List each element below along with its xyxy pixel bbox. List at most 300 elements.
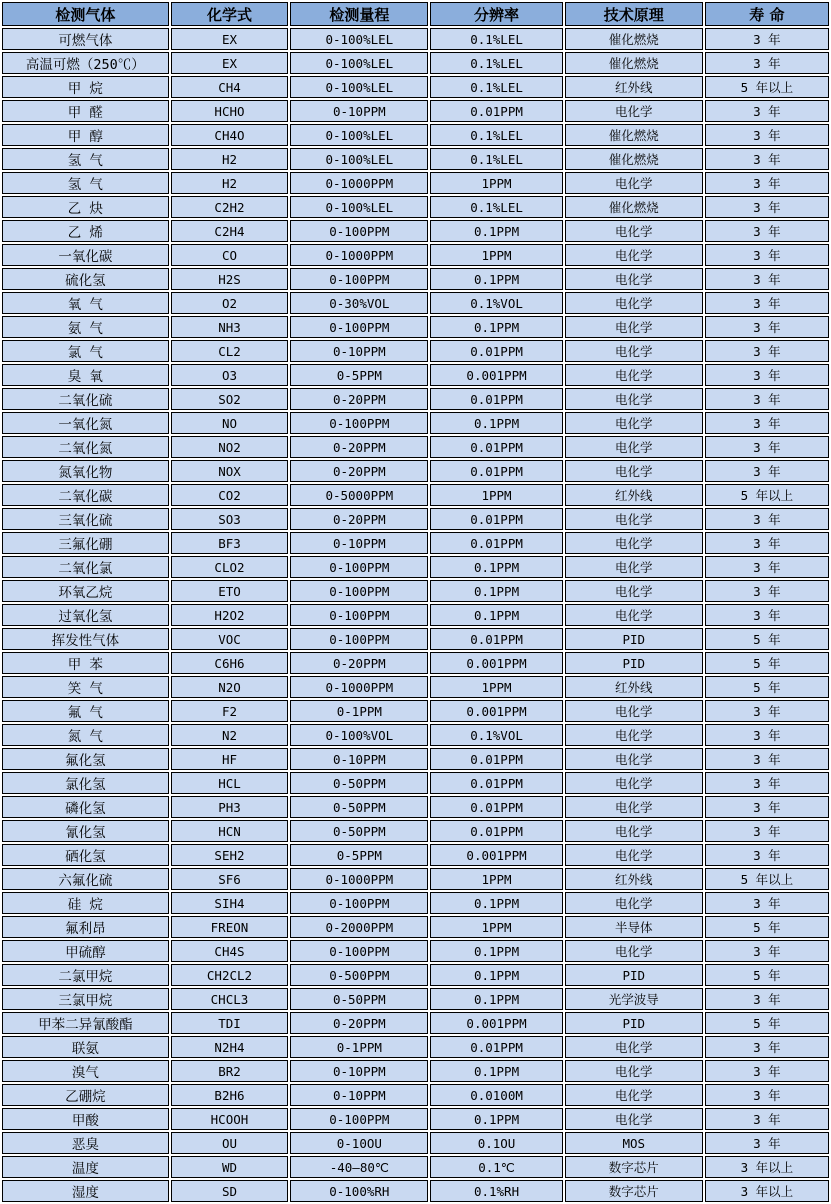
- cell-principle: 红外线: [565, 484, 703, 506]
- cell-principle: 电化学: [565, 604, 703, 626]
- cell-lifespan: 3 年: [705, 1084, 829, 1106]
- cell-gas: 氰化氢: [2, 820, 169, 842]
- cell-lifespan: 3 年: [705, 532, 829, 554]
- cell-formula: SEH2: [171, 844, 289, 866]
- table-row: [2, 964, 829, 986]
- header-row: [2, 2, 829, 26]
- cell-resolution: 1PPM: [430, 484, 562, 506]
- cell-lifespan: 3 年: [705, 892, 829, 914]
- cell-range: 0-10PPM: [290, 100, 428, 122]
- cell-lifespan: 3 年以上: [705, 1156, 829, 1178]
- cell-lifespan: 3 年: [705, 244, 829, 266]
- column-header-resolution: 分辨率: [430, 2, 562, 26]
- cell-resolution: 0.01PPM: [430, 772, 562, 794]
- cell-principle: 电化学: [565, 436, 703, 458]
- table-row: [2, 340, 829, 362]
- cell-resolution: 0.1%LEL: [430, 124, 562, 146]
- table-row: [2, 388, 829, 410]
- cell-formula: HCN: [171, 820, 289, 842]
- cell-range: 0-10PPM: [290, 1060, 428, 1082]
- cell-resolution: 0.1PPM: [430, 892, 562, 914]
- cell-range: 0-100PPM: [290, 1108, 428, 1130]
- cell-lifespan: 3 年: [705, 820, 829, 842]
- cell-lifespan: 5 年: [705, 676, 829, 698]
- cell-lifespan: 3 年: [705, 1036, 829, 1058]
- column-header-principle: 技术原理: [565, 2, 703, 26]
- cell-formula: CL2: [171, 340, 289, 362]
- cell-lifespan: 3 年: [705, 220, 829, 242]
- cell-range: 0-20PPM: [290, 508, 428, 530]
- cell-range: 0-1000PPM: [290, 172, 428, 194]
- cell-resolution: 1PPM: [430, 916, 562, 938]
- cell-lifespan: 5 年以上: [705, 76, 829, 98]
- cell-lifespan: 3 年: [705, 724, 829, 746]
- cell-resolution: 0.1PPM: [430, 964, 562, 986]
- cell-range: 0-20PPM: [290, 460, 428, 482]
- cell-principle: 电化学: [565, 844, 703, 866]
- table-row: [2, 316, 829, 338]
- cell-resolution: 0.1PPM: [430, 1108, 562, 1130]
- table-row: [2, 772, 829, 794]
- cell-range: 0-100PPM: [290, 316, 428, 338]
- cell-lifespan: 3 年: [705, 388, 829, 410]
- cell-range: 0-100PPM: [290, 628, 428, 650]
- cell-resolution: 0.01PPM: [430, 796, 562, 818]
- cell-gas: 氢 气: [2, 172, 169, 194]
- cell-gas: 乙硼烷: [2, 1084, 169, 1106]
- cell-resolution: 0.01PPM: [430, 532, 562, 554]
- cell-gas: 一氧化氮: [2, 412, 169, 434]
- table-row: [2, 508, 829, 530]
- cell-gas: 溴气: [2, 1060, 169, 1082]
- cell-gas: 高温可燃（250℃）: [2, 52, 169, 74]
- cell-lifespan: 3 年: [705, 172, 829, 194]
- cell-range: 0-100PPM: [290, 892, 428, 914]
- cell-resolution: 0.1PPM: [430, 988, 562, 1010]
- cell-formula: N2O: [171, 676, 289, 698]
- cell-gas: 笑 气: [2, 676, 169, 698]
- cell-gas: 三氧化硫: [2, 508, 169, 530]
- cell-resolution: 0.001PPM: [430, 364, 562, 386]
- cell-formula: C2H2: [171, 196, 289, 218]
- cell-gas: 甲 苯: [2, 652, 169, 674]
- cell-gas: 氢 气: [2, 148, 169, 170]
- cell-principle: 红外线: [565, 868, 703, 890]
- cell-resolution: 0.1%VOL: [430, 292, 562, 314]
- cell-range: 0-100%RH: [290, 1180, 428, 1202]
- cell-formula: HCOOH: [171, 1108, 289, 1130]
- cell-formula: F2: [171, 700, 289, 722]
- cell-formula: EX: [171, 28, 289, 50]
- cell-range: 0-100PPM: [290, 220, 428, 242]
- cell-lifespan: 5 年以上: [705, 868, 829, 890]
- cell-lifespan: 3 年: [705, 28, 829, 50]
- cell-principle: 电化学: [565, 460, 703, 482]
- cell-range: 0-50PPM: [290, 988, 428, 1010]
- table-row: [2, 940, 829, 962]
- cell-lifespan: 3 年: [705, 124, 829, 146]
- table-row: [2, 748, 829, 770]
- cell-range: 0-10PPM: [290, 1084, 428, 1106]
- cell-range: 0-100PPM: [290, 412, 428, 434]
- cell-gas: 氯 气: [2, 340, 169, 362]
- cell-lifespan: 5 年: [705, 652, 829, 674]
- cell-gas: 联氨: [2, 1036, 169, 1058]
- cell-principle: 光学波导: [565, 988, 703, 1010]
- cell-lifespan: 3 年: [705, 940, 829, 962]
- table-row: [2, 172, 829, 194]
- cell-resolution: 0.1%LEL: [430, 52, 562, 74]
- cell-range: -40—80℃: [290, 1156, 428, 1178]
- cell-lifespan: 3 年: [705, 292, 829, 314]
- cell-gas: 氮 气: [2, 724, 169, 746]
- cell-gas: 可燃气体: [2, 28, 169, 50]
- cell-gas: 甲 醛: [2, 100, 169, 122]
- cell-lifespan: 3 年: [705, 844, 829, 866]
- cell-gas: 氟利昂: [2, 916, 169, 938]
- table-row: [2, 1084, 829, 1106]
- cell-gas: 挥发性气体: [2, 628, 169, 650]
- cell-lifespan: 3 年: [705, 100, 829, 122]
- cell-resolution: 0.1℃: [430, 1156, 562, 1178]
- cell-formula: CH4: [171, 76, 289, 98]
- cell-principle: 电化学: [565, 724, 703, 746]
- table-row: [2, 76, 829, 98]
- cell-resolution: 0.01PPM: [430, 340, 562, 362]
- cell-lifespan: 3 年: [705, 556, 829, 578]
- cell-resolution: 1PPM: [430, 244, 562, 266]
- table-row: [2, 148, 829, 170]
- cell-range: 0-5PPM: [290, 844, 428, 866]
- cell-resolution: 0.1PPM: [430, 268, 562, 290]
- cell-range: 0-5000PPM: [290, 484, 428, 506]
- cell-gas: 氮氧化物: [2, 460, 169, 482]
- cell-gas: 六氟化硫: [2, 868, 169, 890]
- cell-range: 0-20PPM: [290, 388, 428, 410]
- cell-resolution: 1PPM: [430, 676, 562, 698]
- cell-principle: 催化燃烧: [565, 148, 703, 170]
- cell-lifespan: 3 年: [705, 340, 829, 362]
- table-row: [2, 724, 829, 746]
- cell-range: 0-1000PPM: [290, 676, 428, 698]
- cell-principle: 催化燃烧: [565, 28, 703, 50]
- cell-formula: H2: [171, 172, 289, 194]
- table-row: [2, 436, 829, 458]
- table-row: [2, 220, 829, 242]
- table-row: [2, 484, 829, 506]
- cell-formula: PH3: [171, 796, 289, 818]
- cell-principle: 电化学: [565, 1060, 703, 1082]
- cell-resolution: 0.01PPM: [430, 460, 562, 482]
- cell-range: 0-50PPM: [290, 820, 428, 842]
- cell-gas: 乙 炔: [2, 196, 169, 218]
- cell-gas: 氟 气: [2, 700, 169, 722]
- cell-formula: HF: [171, 748, 289, 770]
- table-row: [2, 460, 829, 482]
- table-row: [2, 124, 829, 146]
- cell-resolution: 0.1PPM: [430, 316, 562, 338]
- cell-principle: PID: [565, 628, 703, 650]
- cell-principle: 电化学: [565, 820, 703, 842]
- cell-principle: 红外线: [565, 676, 703, 698]
- table-row: [2, 196, 829, 218]
- cell-formula: CH4S: [171, 940, 289, 962]
- cell-principle: 电化学: [565, 1036, 703, 1058]
- cell-formula: H2S: [171, 268, 289, 290]
- cell-formula: TDI: [171, 1012, 289, 1034]
- table-row: [2, 556, 829, 578]
- cell-formula: H2: [171, 148, 289, 170]
- table-row: [2, 796, 829, 818]
- cell-resolution: 0.1PPM: [430, 412, 562, 434]
- table-row: [2, 28, 829, 50]
- cell-range: 0-2000PPM: [290, 916, 428, 938]
- cell-gas: 氟化氢: [2, 748, 169, 770]
- cell-range: 0-100%LEL: [290, 148, 428, 170]
- cell-principle: 电化学: [565, 316, 703, 338]
- cell-principle: 数字芯片: [565, 1180, 703, 1202]
- cell-resolution: 0.01PPM: [430, 100, 562, 122]
- cell-resolution: 0.1%LEL: [430, 148, 562, 170]
- table-row: [2, 604, 829, 626]
- cell-resolution: 0.001PPM: [430, 652, 562, 674]
- cell-principle: PID: [565, 964, 703, 986]
- cell-formula: CO: [171, 244, 289, 266]
- cell-gas: 硒化氢: [2, 844, 169, 866]
- cell-formula: HCHO: [171, 100, 289, 122]
- cell-principle: 催化燃烧: [565, 52, 703, 74]
- table-row: [2, 868, 829, 890]
- cell-range: 0-100PPM: [290, 556, 428, 578]
- cell-range: 0-100%LEL: [290, 196, 428, 218]
- cell-range: 0-50PPM: [290, 796, 428, 818]
- cell-principle: 电化学: [565, 532, 703, 554]
- cell-formula: C2H4: [171, 220, 289, 242]
- cell-formula: H2O2: [171, 604, 289, 626]
- cell-range: 0-10PPM: [290, 340, 428, 362]
- cell-resolution: 0.01PPM: [430, 628, 562, 650]
- cell-formula: SF6: [171, 868, 289, 890]
- table-row: [2, 988, 829, 1010]
- cell-resolution: 0.1%LEL: [430, 196, 562, 218]
- table-body: [2, 28, 829, 1202]
- cell-principle: PID: [565, 652, 703, 674]
- cell-formula: N2: [171, 724, 289, 746]
- cell-formula: HCL: [171, 772, 289, 794]
- cell-principle: 电化学: [565, 1108, 703, 1130]
- cell-gas: 环氧乙烷: [2, 580, 169, 602]
- cell-range: 0-20PPM: [290, 436, 428, 458]
- table-row: [2, 1060, 829, 1082]
- cell-gas: 温度: [2, 1156, 169, 1178]
- cell-range: 0-100PPM: [290, 940, 428, 962]
- table-row: [2, 1156, 829, 1178]
- cell-range: 0-500PPM: [290, 964, 428, 986]
- cell-formula: EX: [171, 52, 289, 74]
- table-row: [2, 532, 829, 554]
- cell-lifespan: 3 年: [705, 436, 829, 458]
- table-row: [2, 628, 829, 650]
- cell-resolution: 0.1%LEL: [430, 28, 562, 50]
- cell-formula: ETO: [171, 580, 289, 602]
- cell-principle: 电化学: [565, 172, 703, 194]
- cell-formula: C6H6: [171, 652, 289, 674]
- cell-formula: BR2: [171, 1060, 289, 1082]
- cell-range: 0-100%LEL: [290, 52, 428, 74]
- cell-range: 0-1PPM: [290, 1036, 428, 1058]
- table-row: [2, 820, 829, 842]
- table-row: [2, 1132, 829, 1154]
- cell-gas: 甲苯二异氰酸酯: [2, 1012, 169, 1034]
- cell-gas: 氧 气: [2, 292, 169, 314]
- cell-resolution: 0.1PPM: [430, 1060, 562, 1082]
- cell-lifespan: 5 年: [705, 964, 829, 986]
- cell-principle: PID: [565, 1012, 703, 1034]
- cell-formula: CH4O: [171, 124, 289, 146]
- cell-range: 0-1000PPM: [290, 868, 428, 890]
- cell-principle: 电化学: [565, 772, 703, 794]
- cell-lifespan: 3 年: [705, 604, 829, 626]
- cell-gas: 甲 醇: [2, 124, 169, 146]
- cell-resolution: 0.1OU: [430, 1132, 562, 1154]
- table-row: [2, 700, 829, 722]
- table-header: [2, 2, 829, 26]
- cell-lifespan: 3 年: [705, 772, 829, 794]
- table-row: [2, 244, 829, 266]
- cell-lifespan: 3 年: [705, 148, 829, 170]
- column-header-lifespan: 寿 命: [705, 2, 829, 26]
- cell-resolution: 0.01PPM: [430, 1036, 562, 1058]
- table-row: [2, 292, 829, 314]
- cell-resolution: 0.01PPM: [430, 820, 562, 842]
- cell-range: 0-100%LEL: [290, 124, 428, 146]
- cell-formula: OU: [171, 1132, 289, 1154]
- cell-formula: VOC: [171, 628, 289, 650]
- cell-principle: 电化学: [565, 388, 703, 410]
- cell-range: 0-50PPM: [290, 772, 428, 794]
- cell-principle: 电化学: [565, 220, 703, 242]
- cell-range: 0-20PPM: [290, 1012, 428, 1034]
- cell-gas: 湿度: [2, 1180, 169, 1202]
- cell-resolution: 1PPM: [430, 172, 562, 194]
- cell-formula: WD: [171, 1156, 289, 1178]
- cell-lifespan: 3 年: [705, 748, 829, 770]
- cell-resolution: 0.01PPM: [430, 388, 562, 410]
- cell-formula: NOX: [171, 460, 289, 482]
- cell-formula: BF3: [171, 532, 289, 554]
- cell-principle: 电化学: [565, 796, 703, 818]
- cell-resolution: 0.01PPM: [430, 436, 562, 458]
- cell-principle: 电化学: [565, 940, 703, 962]
- cell-gas: 甲酸: [2, 1108, 169, 1130]
- column-header-range: 检测量程: [290, 2, 428, 26]
- cell-resolution: 0.001PPM: [430, 700, 562, 722]
- table-row: [2, 100, 829, 122]
- cell-lifespan: 5 年: [705, 916, 829, 938]
- cell-gas: 三氯甲烷: [2, 988, 169, 1010]
- cell-formula: NO2: [171, 436, 289, 458]
- cell-principle: MOS: [565, 1132, 703, 1154]
- table-row: [2, 652, 829, 674]
- cell-lifespan: 3 年: [705, 700, 829, 722]
- cell-gas: 恶臭: [2, 1132, 169, 1154]
- cell-range: 0-1000PPM: [290, 244, 428, 266]
- table-row: [2, 412, 829, 434]
- cell-gas: 硫化氢: [2, 268, 169, 290]
- cell-resolution: 0.0100M: [430, 1084, 562, 1106]
- cell-gas: 三氟化硼: [2, 532, 169, 554]
- cell-formula: O2: [171, 292, 289, 314]
- table-row: [2, 844, 829, 866]
- cell-resolution: 0.001PPM: [430, 844, 562, 866]
- table-row: [2, 1108, 829, 1130]
- table-row: [2, 1036, 829, 1058]
- cell-gas: 甲硫醇: [2, 940, 169, 962]
- cell-lifespan: 3 年: [705, 364, 829, 386]
- cell-resolution: 0.1%RH: [430, 1180, 562, 1202]
- cell-principle: 电化学: [565, 100, 703, 122]
- table-row: [2, 916, 829, 938]
- cell-lifespan: 3 年: [705, 1132, 829, 1154]
- cell-principle: 电化学: [565, 580, 703, 602]
- table-row: [2, 268, 829, 290]
- cell-range: 0-100PPM: [290, 580, 428, 602]
- cell-lifespan: 3 年: [705, 1108, 829, 1130]
- cell-formula: N2H4: [171, 1036, 289, 1058]
- cell-formula: SIH4: [171, 892, 289, 914]
- cell-gas: 一氧化碳: [2, 244, 169, 266]
- cell-gas: 甲 烷: [2, 76, 169, 98]
- cell-gas: 氯化氢: [2, 772, 169, 794]
- table-row: [2, 1012, 829, 1034]
- cell-lifespan: 3 年: [705, 796, 829, 818]
- cell-principle: 电化学: [565, 292, 703, 314]
- table-row: [2, 52, 829, 74]
- cell-formula: B2H6: [171, 1084, 289, 1106]
- cell-formula: SO3: [171, 508, 289, 530]
- cell-range: 0-100PPM: [290, 604, 428, 626]
- cell-gas: 乙 烯: [2, 220, 169, 242]
- cell-range: 0-30%VOL: [290, 292, 428, 314]
- cell-formula: O3: [171, 364, 289, 386]
- cell-range: 0-1PPM: [290, 700, 428, 722]
- cell-range: 0-100%LEL: [290, 28, 428, 50]
- cell-resolution: 1PPM: [430, 868, 562, 890]
- cell-principle: 电化学: [565, 748, 703, 770]
- cell-formula: SO2: [171, 388, 289, 410]
- cell-principle: 电化学: [565, 700, 703, 722]
- cell-resolution: 0.1%VOL: [430, 724, 562, 746]
- cell-principle: 电化学: [565, 508, 703, 530]
- cell-principle: 半导体: [565, 916, 703, 938]
- cell-principle: 红外线: [565, 76, 703, 98]
- cell-resolution: 0.1PPM: [430, 220, 562, 242]
- cell-principle: 电化学: [565, 364, 703, 386]
- cell-lifespan: 5 年: [705, 1012, 829, 1034]
- cell-range: 0-100%VOL: [290, 724, 428, 746]
- column-header-formula: 化学式: [171, 2, 289, 26]
- cell-resolution: 0.1PPM: [430, 940, 562, 962]
- cell-lifespan: 3 年以上: [705, 1180, 829, 1202]
- cell-formula: FREON: [171, 916, 289, 938]
- cell-lifespan: 3 年: [705, 268, 829, 290]
- cell-formula: SD: [171, 1180, 289, 1202]
- cell-gas: 氨 气: [2, 316, 169, 338]
- cell-gas: 磷化氢: [2, 796, 169, 818]
- cell-lifespan: 3 年: [705, 412, 829, 434]
- cell-gas: 过氧化氢: [2, 604, 169, 626]
- cell-formula: CH2CL2: [171, 964, 289, 986]
